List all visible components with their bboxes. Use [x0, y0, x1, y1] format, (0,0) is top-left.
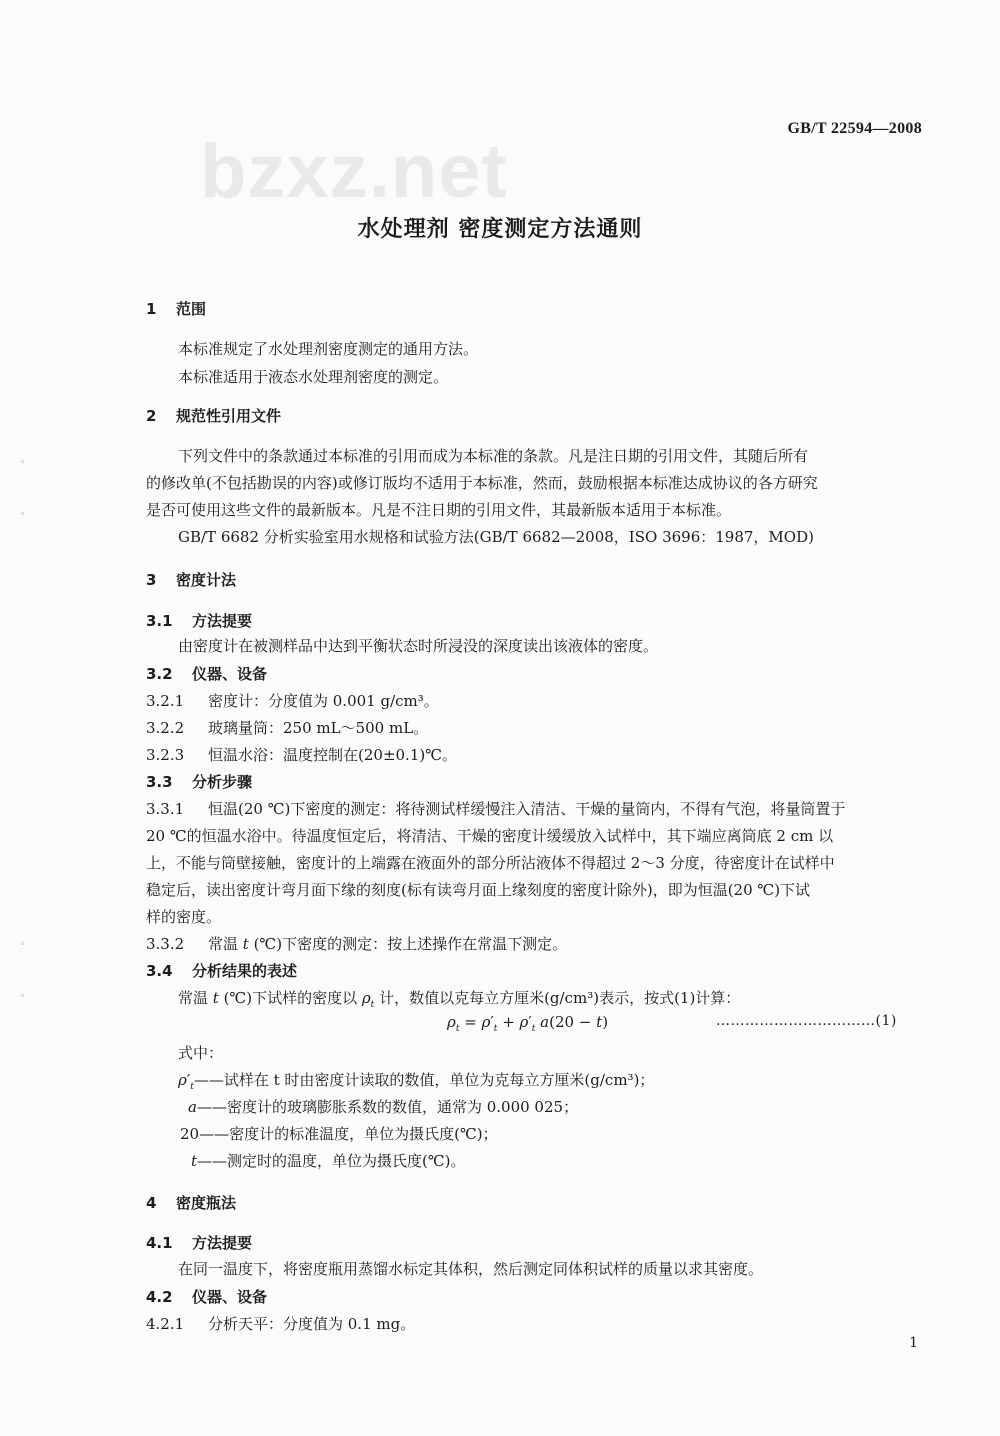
clause-number: 3.2.3	[146, 746, 185, 764]
clause-number: 3.3.2	[146, 935, 185, 953]
subscript: t	[370, 1000, 375, 1010]
definition-text: ——密度计的玻璃膨胀系数的数值，通常为 0.000 025；	[196, 1098, 579, 1116]
clause-3-3-1-line: 稳定后，读出密度计弯月面下缘的刻度(标有读弯月面上缘刻度的密度计除外)，即为恒温(20 ℃)下试	[146, 881, 811, 899]
definition-rho-prime	[178, 1069, 654, 1092]
subsection-title: 分析步骤	[192, 773, 253, 791]
section-title: 密度计法	[176, 571, 237, 589]
section-2-heading	[146, 405, 281, 426]
definition-text: ——测定时的温度，单位为摄氏度(℃)。	[197, 1152, 466, 1170]
paragraph	[178, 987, 740, 1010]
clause-text: 密度计：分度值为 0.001 g/cm³。	[208, 692, 439, 710]
subsection-3-2-heading	[146, 663, 267, 684]
text: (℃)下试样的密度以	[218, 989, 362, 1007]
text: 常温	[178, 989, 213, 1007]
text: 计，数值以克每立方厘米(g/cm³)表示，按式(1)计算：	[374, 989, 741, 1007]
paragraph-line: 的修改单(不包括勘误的内容)或修订版均不适用于本标准，然而，鼓励根据本标准达成协议的各方研究	[146, 474, 818, 492]
subsection-number: 4.1	[146, 1234, 173, 1252]
margin-mark: ◦	[20, 992, 26, 1002]
temperature-symbol: t	[242, 935, 249, 953]
clause-4-2-1	[146, 1313, 415, 1334]
subsection-title: 仪器、设备	[192, 1288, 268, 1306]
clause-3-3-1-line: 样的密度。	[146, 908, 222, 926]
subsection-number: 3.4	[146, 962, 173, 980]
subsection-title: 仪器、设备	[192, 665, 268, 683]
symbol: 20	[180, 1125, 200, 1143]
symbol: ρ′	[178, 1071, 191, 1089]
clause-text: 常温	[208, 935, 243, 953]
document-title: 水处理剂 密度测定方法通则	[357, 217, 643, 242]
margin-mark: ◦	[20, 940, 26, 950]
watermark: bzxz.net	[200, 129, 508, 214]
subsection-4-1-heading	[146, 1232, 252, 1253]
definition-a	[188, 1096, 578, 1117]
symbol: a	[188, 1098, 197, 1116]
clause-number: 3.2.1	[146, 692, 185, 710]
formula-1: $\rho_t = \rho'_t + \rho'_t$ a(20 − t)	[447, 1013, 609, 1034]
density-symbol: ρ	[361, 989, 371, 1007]
section-number: 4	[146, 1194, 157, 1212]
subsection-3-1-heading	[146, 610, 252, 631]
clause-text: (℃)下密度的测定：按上述操作在常温下测定。	[248, 935, 568, 953]
where-label: 式中：	[178, 1044, 224, 1062]
symbol: t	[191, 1152, 198, 1170]
subsection-3-4-heading	[146, 960, 297, 981]
definition-t	[191, 1150, 466, 1171]
clause-number: 3.2.2	[146, 719, 185, 737]
section-1-heading	[146, 298, 206, 319]
section-number: 3	[146, 571, 157, 589]
section-title: 范围	[176, 300, 207, 318]
clause-3-2-3	[146, 744, 457, 765]
clause-3-3-1-line	[146, 798, 845, 819]
paragraph: 在同一温度下，将密度瓶用蒸馏水标定其体积，然后测定同体积试样的质量以求其密度。	[178, 1260, 764, 1278]
paragraph-line: 下列文件中的条款通过本标准的引用而成为本标准的条款。凡是注日期的引用文件，其随后所有	[178, 447, 809, 465]
clause-3-2-2	[146, 717, 428, 738]
subsection-title: 方法提要	[192, 612, 253, 630]
normative-reference: GB/T 6682 分析实验室用水规格和试验方法(GB/T 6682—2008，ISO 3696：1987，MOD)	[178, 528, 814, 546]
formula-number: ……………………………(1)	[716, 1013, 897, 1029]
section-number: 2	[146, 407, 157, 425]
margin-mark: ◦	[20, 458, 26, 468]
section-number: 1	[146, 300, 157, 318]
section-4-heading	[146, 1192, 236, 1213]
margin-mark: ◦	[20, 510, 26, 520]
clause-text: 分析天平：分度值为 0.1 mg。	[208, 1315, 416, 1333]
clause-3-3-1-line: 20 ℃的恒温水浴中。待温度恒定后，将清洁、干燥的密度计缓缓放入试样中，其下端应离筒底 2 cm 以	[146, 827, 834, 845]
clause-text: 玻璃量筒：250 mL～500 mL。	[208, 719, 429, 737]
definition-text: ——试样在 t 时由密度计读取的数值，单位为克每立方厘米(g/cm³)；	[193, 1071, 655, 1089]
paragraph: 本标准适用于液态水处理剂密度的测定。	[178, 368, 449, 386]
subsection-3-3-heading	[146, 771, 252, 792]
subsection-title: 分析结果的表述	[192, 962, 298, 980]
definition-text: ——密度计的标准温度，单位为摄氏度(℃)；	[199, 1125, 498, 1143]
section-title: 密度瓶法	[176, 1194, 237, 1212]
clause-3-3-2	[146, 933, 567, 954]
subsection-number: 3.3	[146, 773, 173, 791]
temperature-symbol: t	[212, 989, 219, 1007]
clause-text: 恒温(20 ℃)下密度的测定：将待测试样缓慢注入清洁、干燥的量筒内，不得有气泡，将量筒置于	[208, 800, 846, 818]
subsection-title: 方法提要	[192, 1234, 253, 1252]
subsection-4-2-heading	[146, 1286, 267, 1307]
page-number: 1	[909, 1335, 918, 1351]
clause-number: 4.2.1	[146, 1315, 185, 1333]
clause-3-3-1-line: 上，不能与筒壁接触，密度计的上端露在液面外的部分所沾液体不得超过 2～3 分度，待密度计在试样中	[146, 854, 835, 872]
subsection-number: 3.1	[146, 612, 173, 630]
section-title: 规范性引用文件	[176, 407, 282, 425]
clause-3-2-1	[146, 690, 439, 711]
paragraph: 由密度计在被测样品中达到平衡状态时所浸没的深度读出该液体的密度。	[178, 637, 659, 655]
clause-number: 3.3.1	[146, 800, 185, 818]
standard-number: GB/T 22594—2008	[787, 120, 922, 137]
paragraph: 本标准规定了水处理剂密度测定的通用方法。	[178, 340, 479, 358]
paragraph-line: 是否可使用这些文件的最新版本。凡是不注日期的引用文件，其最新版本适用于本标准。	[146, 501, 732, 519]
definition-20	[180, 1123, 498, 1144]
subsection-number: 3.2	[146, 665, 173, 683]
subsection-number: 4.2	[146, 1288, 173, 1306]
subscript: t	[190, 1082, 194, 1092]
clause-text: 恒温水浴：温度控制在(20±0.1)℃。	[208, 746, 457, 764]
section-3-heading	[146, 569, 236, 590]
